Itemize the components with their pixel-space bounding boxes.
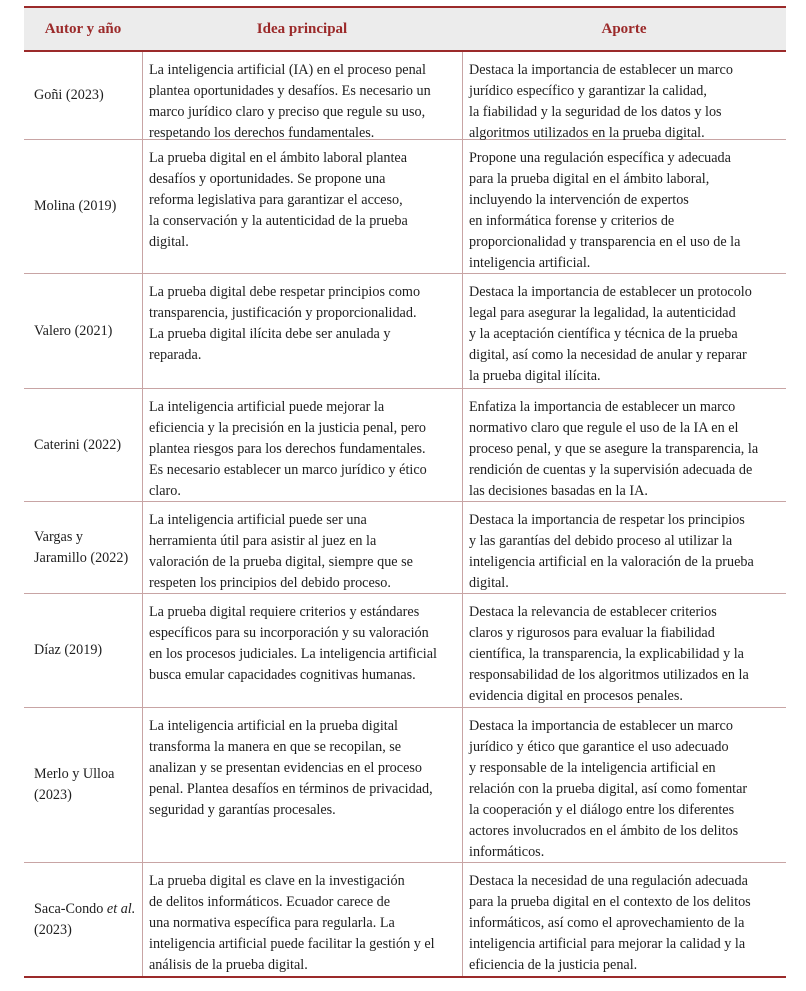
contribution-cell: Destaca la relevancia de establecer criterios claros y rigurosos para evaluar la fiabilidad científica, la transparencia, la explicabilidad y la responsabilidad de los algoritmos utilizados en la evidencia digital en procesos penales. <box>462 594 786 707</box>
table-header <box>24 8 786 52</box>
author-cell: Caterini (2022) <box>34 436 122 453</box>
contribution-cell: Enfatiza la importancia de establecer un marco normativo claro que regule el uso de la IA en el proceso penal, y que se asegure la transparencia, la rendición de cuentas y la supervisión adecuada de las decisiones basadas en la IA. <box>462 389 786 501</box>
contribution-cell: Destaca la necesidad de una regulación adecuada para la prueba digital en el contexto de los delitos informáticos, así como el aprovechamiento de la inteligencia artificial para mejorar la calidad y la eficiencia de la justicia penal. <box>462 863 786 976</box>
author-cell: Vargas y Jaramillo (2022) <box>34 528 129 566</box>
table-row <box>24 52 786 140</box>
table-row <box>24 140 786 274</box>
literature-review-table <box>24 6 786 978</box>
idea-cell: La inteligencia artificial en la prueba digital transforma la manera en que se recopilan, se analizan y se presentan evidencias en el proceso penal. Plantea desafíos en términos de privacidad, seguridad y garantías procesales. <box>142 708 462 862</box>
author-name <box>34 899 136 941</box>
author-cell: Merlo y Ulloa (2023) <box>34 766 115 803</box>
contribution-cell: Destaca la importancia de establecer un protocolo legal para asegurar la legalidad, la autenticidad y la aceptación científica y técnica de la prueba digital, así como la necesidad de anular y reparar la prueba digital ilícita. <box>462 274 786 388</box>
author-cell: Valero (2021) <box>34 322 113 339</box>
header-contribution: Aporte <box>601 20 647 37</box>
contribution-cell: Propone una regulación específica y adecuada para la prueba digital en el ámbito laboral, incluyendo la intervención de expertos en informática forense y criterios de proporcionalidad y transparencia en el uso de la inteligencia artificial. <box>462 140 786 273</box>
author-cell: Díaz (2019) <box>34 642 103 658</box>
header-idea: Idea principal <box>256 20 348 37</box>
author-name-year: (2023) <box>34 921 72 938</box>
idea-cell: La inteligencia artificial (IA) en el proceso penal plantea oportunidades y desafíos. Es necesario un marco jurídico claro y preciso que regule su uso, respetando los derechos fundamentales. <box>142 52 462 139</box>
author-cell: Goñi (2023) <box>34 87 104 103</box>
table-row <box>24 389 786 502</box>
author-name-part: Saca-Condo <box>34 900 107 917</box>
table-row <box>24 708 786 863</box>
contribution-cell: Destaca la importancia de establecer un marco jurídico específico y garantizar la calidad, la fiabilidad y la seguridad de los datos y los algoritmos utilizados en la prueba digital. <box>462 52 786 139</box>
idea-cell: La prueba digital en el ámbito laboral plantea desafíos y oportunidades. Se propone una reforma legislativa para garantizar el acceso, la conservación y la autenticidad de la prueba digital. <box>142 140 462 273</box>
idea-cell: La inteligencia artificial puede mejorar la eficiencia y la precisión en la justicia penal, pero plantea riesgos para los derechos fundamentales. Es necesario establecer un marco jurídico y ético claro. <box>142 389 462 501</box>
idea-cell: La prueba digital debe respetar principios como transparencia, justificación y proporcionalidad. La prueba digital ilícita debe ser anulada y reparada. <box>142 274 462 388</box>
contribution-cell: Destaca la importancia de establecer un marco jurídico y ético que garantice el uso adecuado y responsable de la inteligencia artificial en relación con la prueba digital, así como fomentar la cooperación y el diálogo entre los diferentes actores involucrados en el ámbito de los delitos informáticos. <box>462 708 786 862</box>
table-row <box>24 863 786 976</box>
idea-cell: La prueba digital requiere criterios y estándares específicos para su incorporación y su valoración en los procesos judiciales. La inteligencia artificial busca emular capacidades cognitivas humanas. <box>142 594 462 707</box>
table-row <box>24 594 786 708</box>
author-cell: Molina (2019) <box>34 198 117 214</box>
idea-cell: La prueba digital es clave en la investigación de delitos informáticos. Ecuador carece de una normativa específica para regularla. La inteligencia artificial puede facilitar la gestión y el análisis de la prueba digital. <box>142 863 462 976</box>
author-cell <box>24 863 142 976</box>
header-author: Autor y año <box>44 20 122 37</box>
contribution-cell: Destaca la importancia de respetar los principios y las garantías del debido proceso al utilizar la inteligencia artificial en la valoración de la prueba digital. <box>462 502 786 593</box>
idea-cell: La inteligencia artificial puede ser una herramienta útil para asistir al juez en la valoración de la prueba digital, siempre que se respeten los principios del debido proceso. <box>142 502 462 593</box>
table-row <box>24 502 786 594</box>
table-row <box>24 274 786 389</box>
author-name-etal: et al. <box>106 900 136 917</box>
